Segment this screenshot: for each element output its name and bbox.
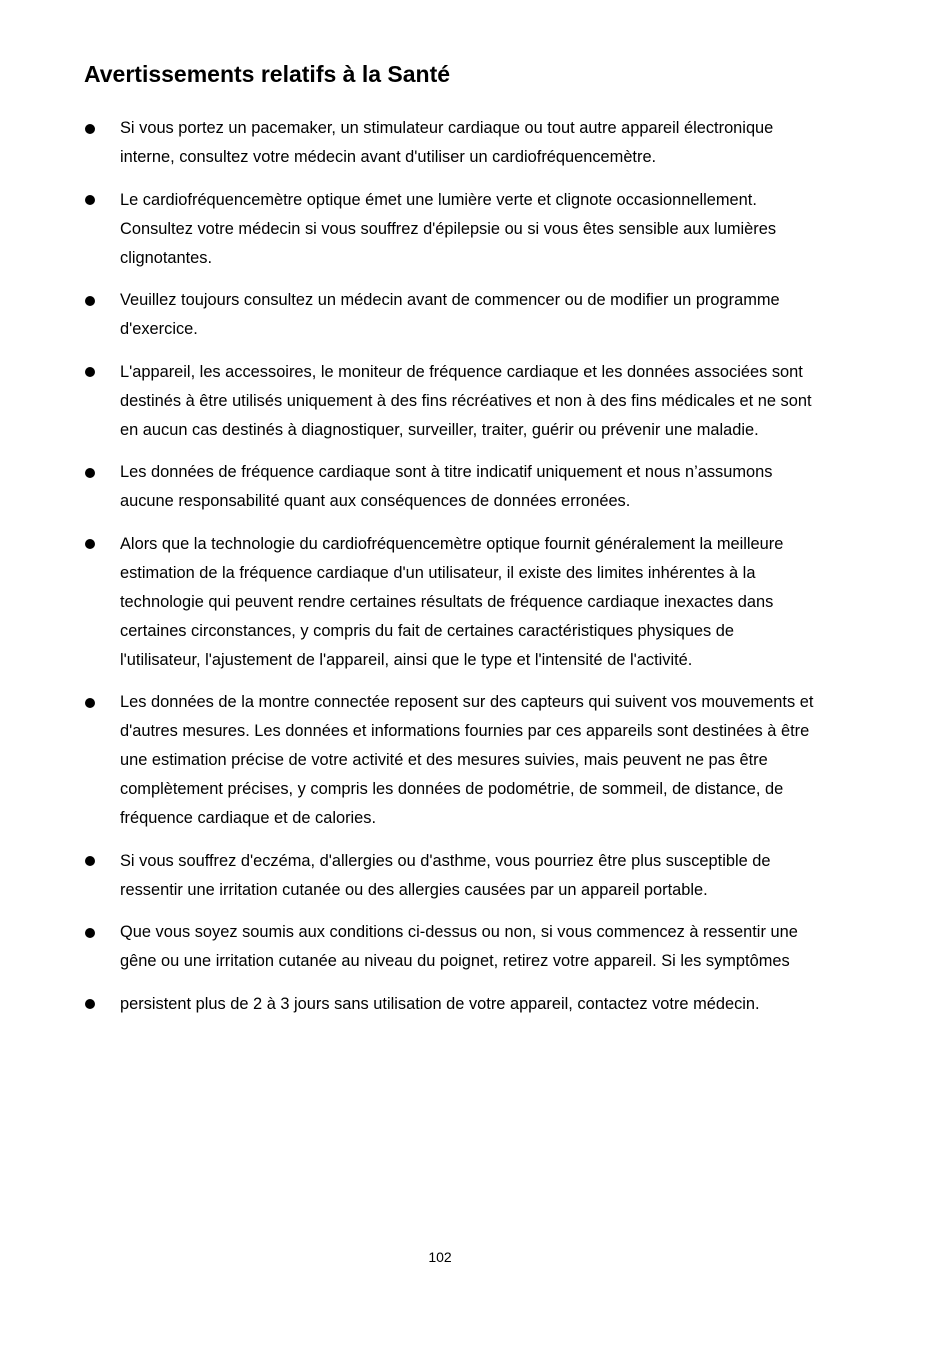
list-item xyxy=(84,186,814,273)
list-item-text: L'appareil, les accessoires, le moniteur de fréquence cardiaque et les données associées sont destinés à être utilisés uniquement à des fins récréatives et non à des fins médicales et ne sont en aucun cas destinés à diagnostiquer, surveiller, traiter, guérir ou prévenir une maladie. xyxy=(120,362,812,439)
bullet-icon xyxy=(85,928,95,938)
list-item xyxy=(84,918,814,976)
list-item xyxy=(84,286,814,344)
bullet-icon xyxy=(85,698,95,708)
list-item xyxy=(84,114,814,172)
bullet-icon xyxy=(85,539,95,549)
bullet-icon xyxy=(85,367,95,377)
list-item-text: Les données de la montre connectée reposent sur des capteurs qui suivent vos mouvements et d'autres mesures. Les données et informations fournies par ces appareils sont destinées à être une estimation précise de votre activité et des mesures suivies, mais peuvent ne pas être complètement précises, y compris les données de podométrie, de sommeil, de distance, de fréquence cardiaque et de calories. xyxy=(120,693,814,827)
list-item xyxy=(84,990,814,1019)
list-item-text: Que vous soyez soumis aux conditions ci-dessus ou non, si vous commencez à ressentir une gêne ou une irritation cutanée au niveau du poignet, retirez votre appareil. Si les symptômes xyxy=(120,923,798,970)
list-item-text: persistent plus de 2 à 3 jours sans utilisation de votre appareil, contactez votre médecin. xyxy=(120,994,760,1013)
bullet-icon xyxy=(85,195,95,205)
list-item xyxy=(84,847,814,905)
list-item-text: Si vous souffrez d'eczéma, d'allergies ou d'asthme, vous pourriez être plus susceptible de ressentir une irritation cutanée ou des allergies causées par un appareil portable. xyxy=(120,851,771,899)
list-item-text: Alors que la technologie du cardiofréquencemètre optique fournit généralement la meilleure estimation de la fréquence cardiaque d'un utilisateur, il existe des limites inhérentes à la technologie qui peuvent rendre certaines résultats de fréquence cardiaque inexactes dans certaines circonstances, y compris du fait de certaines caractéristiques physiques de l'utilisateur, l'ajustement de l'appareil, ainsi que le type et l'intensité de l'activité. xyxy=(120,534,784,669)
list-item xyxy=(84,688,814,833)
bullet-icon xyxy=(85,296,95,306)
list-item xyxy=(84,458,814,516)
list-item-text: Le cardiofréquencemètre optique émet une lumière verte et clignote occasionnellement. Consultez votre médecin si vous souffrez d'épilepsie ou si vous êtes sensible aux lumières clignotantes. xyxy=(120,190,777,267)
bullet-icon xyxy=(85,468,95,478)
list-item-text: Veuillez toujours consultez un médecin avant de commencer ou de modifier un programme d'exercice. xyxy=(120,291,780,338)
page-number: 102 xyxy=(428,1249,452,1265)
list-item-text: Si vous portez un pacemaker, un stimulateur cardiaque ou tout autre appareil électronique interne, consultez votre médecin avant d'utiliser un cardiofréquencemètre. xyxy=(120,119,774,166)
list-item xyxy=(84,358,814,445)
list-item-text: Les données de fréquence cardiaque sont à titre indicatif uniquement et nous n’assumons aucune responsabilité quant aux conséquences de données erronées. xyxy=(120,463,773,510)
bullet-icon xyxy=(85,856,95,866)
list-item xyxy=(84,530,814,675)
health-warnings-list xyxy=(84,114,814,1032)
bullet-icon xyxy=(85,124,95,134)
page-title: Avertissements relatifs à la Santé xyxy=(84,61,451,87)
bullet-icon xyxy=(85,999,95,1009)
